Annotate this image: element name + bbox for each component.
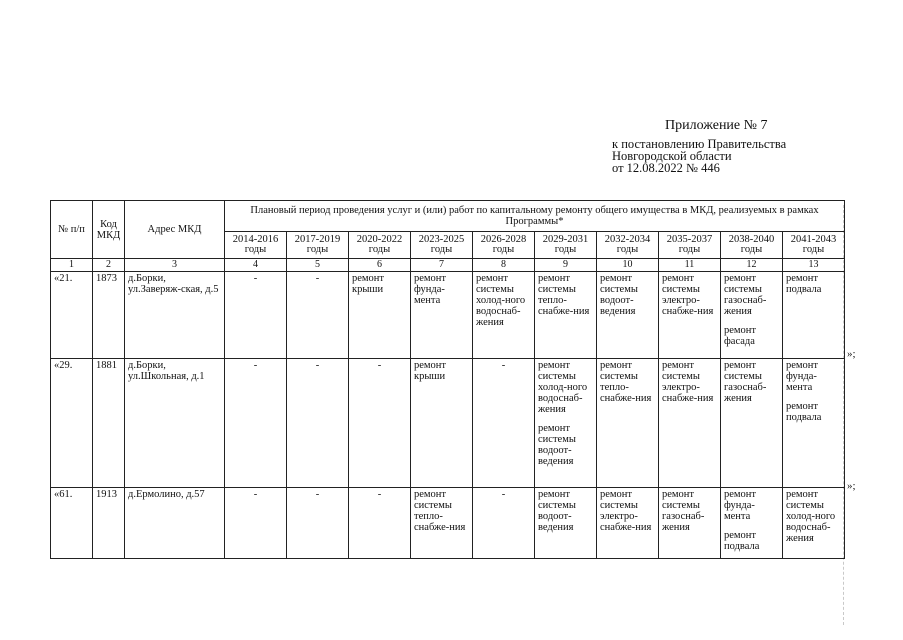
period-header: 2041-2043 годы xyxy=(783,232,845,259)
period-cell xyxy=(473,359,535,488)
work-item: - xyxy=(253,273,258,284)
period-cell xyxy=(225,272,287,359)
header-period: Плановый период проведения услуг и (или) работ по капитальному ремонту общего имущества в МКД, реализуемых в рамках Программы* xyxy=(225,201,845,232)
column-number: 8 xyxy=(473,259,535,272)
work-item: ремонт подвала xyxy=(724,530,760,552)
period-header: 2020-2022 годы xyxy=(349,232,411,259)
period-cell xyxy=(349,272,411,359)
column-number: 4 xyxy=(225,259,287,272)
work-item: ремонт фунда-мента xyxy=(724,489,757,522)
period-cell xyxy=(783,359,845,488)
period-header: 2014-2016 годы xyxy=(225,232,287,259)
row-code: 1881 xyxy=(93,359,125,488)
work-item: ремонт системы тепло-снабже-ния xyxy=(600,360,652,404)
period-header: 2029-2031 годы xyxy=(535,232,597,259)
column-number: 13 xyxy=(783,259,845,272)
work-item: - xyxy=(501,489,506,500)
table-header-row xyxy=(51,201,845,232)
work-item: - xyxy=(253,360,258,371)
period-header: 2023-2025 годы xyxy=(411,232,473,259)
work-item: ремонт подвала xyxy=(786,273,822,295)
period-cell xyxy=(349,359,411,488)
row-address: д.Борки, ул.Школьная, д.1 xyxy=(125,359,225,488)
row-address: д.Ермолино, д.57 xyxy=(125,488,225,559)
header-code: Код МКД xyxy=(93,201,125,259)
work-item: ремонт крыши xyxy=(414,360,447,382)
period-cell xyxy=(287,488,349,559)
work-item: - xyxy=(315,489,320,500)
column-numbers-row xyxy=(51,259,845,272)
work-item: ремонт системы тепло-снабже-ния xyxy=(538,273,590,317)
period-header: 2038-2040 годы xyxy=(721,232,783,259)
table-body xyxy=(51,272,845,559)
work-item: ремонт системы водоот-ведения xyxy=(538,423,576,467)
work-item: ремонт фунда-мента xyxy=(786,360,819,393)
table-row xyxy=(51,359,845,488)
period-cell xyxy=(783,272,845,359)
period-cell xyxy=(411,272,473,359)
table-row xyxy=(51,272,845,359)
repair-schedule-table xyxy=(50,200,845,559)
period-cell xyxy=(535,272,597,359)
header-address: Адрес МКД xyxy=(125,201,225,259)
column-number: 12 xyxy=(721,259,783,272)
period-cell xyxy=(287,359,349,488)
work-item: - xyxy=(315,273,320,284)
work-item: ремонт системы электро-снабже-ния xyxy=(662,360,714,404)
work-item: ремонт подвала xyxy=(786,401,822,423)
row-address: д.Борки, ул.Заверяж-ская, д.5 xyxy=(125,272,225,359)
table-row xyxy=(51,488,845,559)
period-cell xyxy=(411,359,473,488)
annex-line-2: Новгородской области xyxy=(612,149,732,163)
work-item: ремонт фунда-мента xyxy=(414,273,447,306)
period-cell xyxy=(473,488,535,559)
column-number: 9 xyxy=(535,259,597,272)
column-number: 7 xyxy=(411,259,473,272)
row-code: 1913 xyxy=(93,488,125,559)
period-cell xyxy=(597,272,659,359)
work-item: - xyxy=(501,360,506,371)
column-number: 5 xyxy=(287,259,349,272)
period-header: 2032-2034 годы xyxy=(597,232,659,259)
period-cell xyxy=(535,488,597,559)
column-number: 11 xyxy=(659,259,721,272)
period-header: 2017-2019 годы xyxy=(287,232,349,259)
period-cell xyxy=(783,488,845,559)
row-number: «21. xyxy=(51,272,93,359)
period-cell xyxy=(721,488,783,559)
period-cell xyxy=(225,488,287,559)
annex-header xyxy=(612,118,852,174)
annex-title: Приложение № 7 xyxy=(665,118,768,133)
work-item: ремонт крыши xyxy=(352,273,385,295)
work-item: ремонт системы электро-снабже-ния xyxy=(600,489,652,533)
work-item: ремонт фасада xyxy=(724,325,757,347)
header-num: № п/п xyxy=(51,201,93,259)
column-number: 2 xyxy=(93,259,125,272)
period-cell xyxy=(597,359,659,488)
work-item: - xyxy=(253,489,258,500)
work-item: - xyxy=(315,360,320,371)
row-number: «61. xyxy=(51,488,93,559)
work-item: - xyxy=(377,489,382,500)
work-item: ремонт системы холод-ного водоснаб-жения xyxy=(476,273,526,328)
period-cell xyxy=(659,488,721,559)
column-number: 10 xyxy=(597,259,659,272)
work-item: - xyxy=(377,360,382,371)
row-tail-mark: »; xyxy=(847,348,856,360)
annex-line-3: от 12.08.2022 № 446 xyxy=(612,161,720,175)
period-cell xyxy=(597,488,659,559)
period-cell xyxy=(659,359,721,488)
work-item: ремонт системы электро-снабже-ния xyxy=(662,273,714,317)
work-item: ремонт системы газоснаб-жения xyxy=(662,489,705,533)
row-number: «29. xyxy=(51,359,93,488)
period-cell xyxy=(659,272,721,359)
column-number: 1 xyxy=(51,259,93,272)
work-item: ремонт системы водоот-ведения xyxy=(600,273,638,317)
row-tail-mark: »; xyxy=(847,480,856,492)
period-cell xyxy=(225,359,287,488)
period-cell xyxy=(473,272,535,359)
period-cell xyxy=(411,488,473,559)
period-cell xyxy=(349,488,411,559)
work-item: ремонт системы холод-ного водоснаб-жения xyxy=(786,489,836,544)
period-cell xyxy=(287,272,349,359)
period-header: 2026-2028 годы xyxy=(473,232,535,259)
work-item: ремонт системы водоот-ведения xyxy=(538,489,576,533)
annex-line-1: к постановлению Правительства xyxy=(612,137,787,151)
row-code: 1873 xyxy=(93,272,125,359)
work-item: ремонт системы холод-ного водоснаб-жения xyxy=(538,360,588,415)
work-item: ремонт системы газоснаб-жения xyxy=(724,273,767,317)
period-cell xyxy=(721,272,783,359)
work-item: ремонт системы газоснаб-жения xyxy=(724,360,767,404)
column-number: 6 xyxy=(349,259,411,272)
period-header: 2035-2037 годы xyxy=(659,232,721,259)
work-item: ремонт системы тепло-снабже-ния xyxy=(414,489,466,533)
period-cell xyxy=(535,359,597,488)
column-number: 3 xyxy=(125,259,225,272)
period-cell xyxy=(721,359,783,488)
